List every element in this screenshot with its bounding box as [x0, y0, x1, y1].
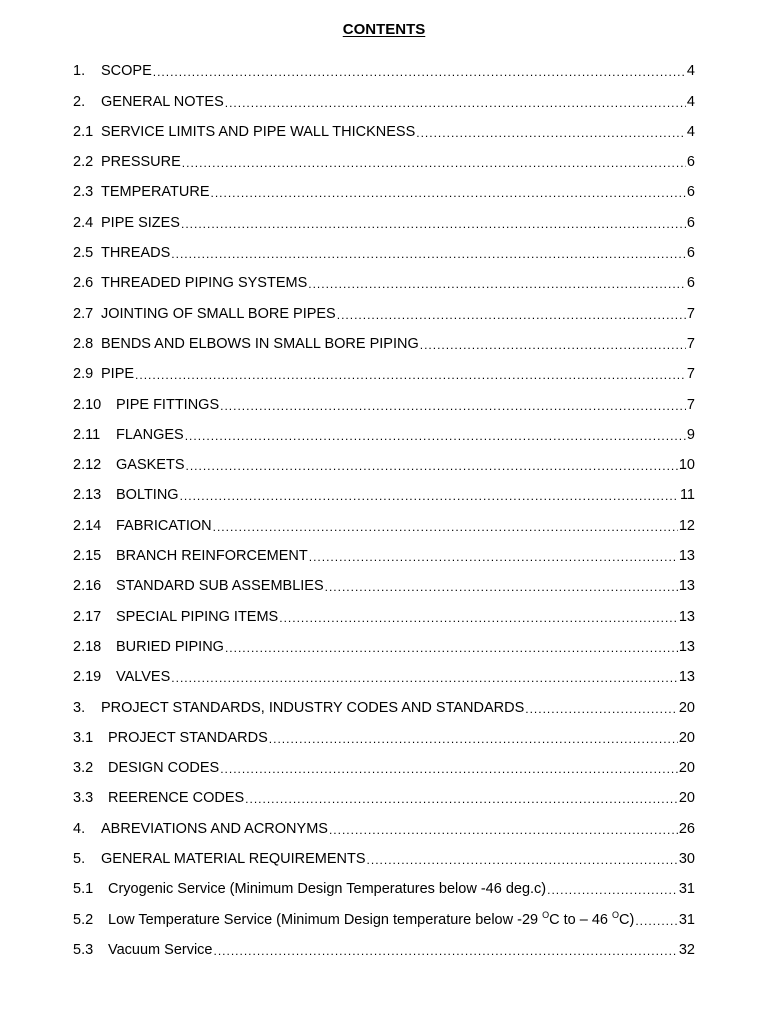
toc-entry-label: DESIGN CODES	[108, 760, 220, 777]
toc-entry-number: 2.2	[73, 154, 94, 171]
toc-entry-2-11[interactable]	[73, 420, 695, 450]
dot-leader	[171, 664, 678, 692]
toc-entry-label: THREADED PIPING SYSTEMS	[101, 275, 308, 292]
dot-leader	[416, 119, 686, 147]
superscript: O	[612, 909, 620, 920]
dot-leader	[182, 149, 686, 177]
toc-entry-label: Vacuum Service	[108, 941, 213, 958]
toc-entry-number: 2.5	[73, 245, 94, 262]
toc-entry-page: 9	[686, 426, 695, 443]
toc-entry-number: 2.1	[73, 123, 94, 140]
toc-entry-label: Cryogenic Service (Minimum Design Temperatures below -46 deg.c)	[108, 881, 547, 898]
toc-entry-label: VALVES	[116, 669, 171, 686]
dot-leader	[525, 695, 678, 723]
toc-entry-number: 2.10	[73, 396, 102, 413]
toc-entry-page: 31	[678, 911, 695, 928]
toc-entry-label: BOLTING	[116, 487, 179, 504]
toc-entry-label: PROJECT STANDARDS	[108, 729, 268, 746]
toc-entry-3-1[interactable]	[73, 723, 695, 753]
toc-entry-page: 7	[686, 366, 695, 383]
toc-entry-label: GENERAL NOTES	[101, 93, 224, 110]
toc-entry-label: PRESSURE	[101, 154, 181, 171]
toc-entry-label: TEMPERATURE	[101, 184, 210, 201]
dot-leader	[309, 543, 678, 571]
dot-leader	[214, 937, 678, 965]
toc-entry-number: 2.3	[73, 184, 94, 201]
toc-entry-number: 2.	[73, 93, 86, 110]
toc-entry-number: 2.12	[73, 457, 102, 474]
toc-entry-number: 2.6	[73, 275, 94, 292]
toc-entry-label: SCOPE	[101, 63, 152, 80]
dot-leader	[420, 331, 686, 359]
dot-leader	[186, 452, 678, 480]
toc-entry-number: 2.19	[73, 669, 102, 686]
dot-leader	[308, 270, 686, 298]
toc-entry-page: 12	[678, 517, 695, 534]
toc-entry-number: 3.1	[73, 729, 94, 746]
toc-entry-page: 13	[678, 578, 695, 595]
toc-entry-2-13[interactable]	[73, 480, 695, 510]
dot-leader	[153, 58, 686, 86]
toc-entry-2-4[interactable]	[73, 207, 695, 237]
toc-entry-number: 2.11	[73, 426, 101, 443]
toc-entry-label: SERVICE LIMITS AND PIPE WALL THICKNESS	[101, 123, 416, 140]
toc-entry-page: 20	[678, 760, 695, 777]
toc-entry-label: PIPE	[101, 366, 135, 383]
toc-entry-page: 32	[678, 941, 695, 958]
dot-leader	[135, 361, 686, 389]
toc-entry-page: 30	[678, 851, 695, 868]
toc-entry-page: 6	[686, 184, 695, 201]
toc-entry-1[interactable]	[73, 56, 695, 86]
toc-entry-5-2[interactable]	[73, 904, 695, 934]
toc-entry-number: 2.18	[73, 638, 102, 655]
dot-leader	[329, 816, 678, 844]
toc-entry-number: 2.4	[73, 214, 94, 231]
toc-entry-number: 3.3	[73, 790, 94, 807]
toc-entry-label: GASKETS	[116, 457, 185, 474]
toc-entry-2-5[interactable]	[73, 238, 695, 268]
toc-entry-number: 3.	[73, 699, 86, 716]
dot-leader	[220, 392, 686, 420]
toc-entry-label: STANDARD SUB ASSEMBLIES	[116, 578, 324, 595]
toc-entry-page: 6	[686, 275, 695, 292]
toc-entry-page: 13	[678, 608, 695, 625]
dot-leader	[635, 907, 678, 935]
toc-entry-page: 10	[678, 457, 695, 474]
dot-leader	[213, 513, 678, 541]
dot-leader	[225, 634, 678, 662]
toc-entry-page: 20	[678, 729, 695, 746]
toc-entry-page: 11	[679, 487, 695, 504]
toc-entry-page: 6	[686, 214, 695, 231]
toc-entry-number: 2.9	[73, 366, 94, 383]
toc-entry-2-12[interactable]	[73, 450, 695, 480]
toc-entry-number: 3.2	[73, 760, 94, 777]
toc-entry-label: FABRICATION	[116, 517, 212, 534]
toc-entry-2-7[interactable]	[73, 298, 695, 328]
toc-entry-5-1[interactable]	[73, 874, 695, 904]
toc-entry-3-3[interactable]	[73, 783, 695, 813]
toc-entry-label: ABREVIATIONS AND ACRONYMS	[101, 820, 328, 837]
toc-entry-number: 2.8	[73, 335, 94, 352]
toc-entry-page: 7	[686, 335, 695, 352]
toc-entry-2-6[interactable]	[73, 268, 695, 298]
dot-leader	[337, 301, 686, 329]
toc-entry-3-2[interactable]	[73, 753, 695, 783]
toc-entry-number: 2.15	[73, 548, 102, 565]
toc-entry-page: 26	[678, 820, 695, 837]
toc-entry-number: 2.13	[73, 487, 102, 504]
contents-title	[0, 19, 768, 41]
toc-entry-page: 7	[686, 396, 695, 413]
toc-entry-label: THREADS	[101, 245, 171, 262]
toc-entry-5[interactable]	[73, 844, 695, 874]
toc-entry-page: 4	[686, 123, 695, 140]
dot-leader	[171, 240, 686, 268]
dot-leader	[367, 846, 678, 874]
toc-entry-5-3[interactable]	[73, 935, 695, 965]
toc-entry-2-1[interactable]	[73, 117, 695, 147]
toc-entry-label: SPECIAL PIPING ITEMS	[116, 608, 279, 625]
toc-entry-2-3[interactable]	[73, 177, 695, 207]
toc-entry-page: 13	[678, 669, 695, 686]
toc-entry-number: 2.17	[73, 608, 102, 625]
toc-entry-number: 5.	[73, 851, 86, 868]
toc-entry-page: 4	[686, 93, 695, 110]
dot-leader	[185, 422, 686, 450]
label-part: Low Temperature Service (Minimum Design temperature below -29	[108, 911, 543, 928]
dot-leader	[325, 573, 678, 601]
toc-entry-2-18[interactable]	[73, 632, 695, 662]
toc-entry-2-2[interactable]	[73, 147, 695, 177]
toc-entry-label	[108, 905, 634, 935]
toc-entry-page: 4	[686, 63, 695, 80]
label-part: C to – 46	[549, 911, 612, 928]
toc-entry-number: 5.1	[73, 881, 94, 898]
toc-entry-label: BURIED PIPING	[116, 638, 224, 655]
toc-entry-page: 20	[678, 699, 695, 716]
toc-entry-label: FLANGES	[116, 426, 184, 443]
toc-entry-2-15[interactable]	[73, 541, 695, 571]
toc-entry-page: 13	[678, 548, 695, 565]
toc-entry-label: PIPE SIZES	[101, 214, 180, 231]
superscript: O	[542, 909, 550, 920]
toc-entry-3[interactable]	[73, 692, 695, 722]
toc-entry-number: 2.7	[73, 305, 94, 322]
toc-entry-page: 6	[686, 154, 695, 171]
dot-leader	[245, 785, 678, 813]
dot-leader	[225, 89, 686, 117]
toc-entry-2-8[interactable]	[73, 329, 695, 359]
toc-entry-page: 6	[686, 245, 695, 262]
toc-entry-number: 2.16	[73, 578, 102, 595]
toc-entry-number: 1.	[73, 63, 86, 80]
dot-leader	[279, 604, 678, 632]
toc-entry-label: REERENCE CODES	[108, 790, 245, 807]
dot-leader	[181, 210, 686, 238]
toc-entry-page: 7	[686, 305, 695, 322]
toc-entry-2-10[interactable]	[73, 389, 695, 419]
toc-entry-page: 13	[678, 638, 695, 655]
toc-entry-4[interactable]	[73, 813, 695, 843]
toc-entry-2-14[interactable]	[73, 510, 695, 540]
toc-entry-2-19[interactable]	[73, 662, 695, 692]
toc-entry-label: JOINTING OF SMALL BORE PIPES	[101, 305, 336, 322]
toc-entry-page: 31	[678, 881, 695, 898]
label-part: C)	[619, 911, 635, 928]
toc-entry-label: PIPE FITTINGS	[116, 396, 220, 413]
toc-entry-page: 20	[678, 790, 695, 807]
toc-entry-label: GENERAL MATERIAL REQUIREMENTS	[101, 851, 366, 868]
dot-leader	[220, 755, 678, 783]
dot-leader	[269, 725, 678, 753]
toc-entry-2[interactable]	[73, 86, 695, 116]
toc-entry-number: 4.	[73, 820, 86, 837]
toc-entry-label: BRANCH REINFORCEMENT	[116, 548, 308, 565]
toc-entry-2-17[interactable]	[73, 601, 695, 631]
toc-entry-number: 5.2	[73, 911, 94, 928]
dot-leader	[547, 876, 678, 904]
toc-entry-label: PROJECT STANDARDS, INDUSTRY CODES AND STANDARDS	[101, 699, 525, 716]
toc-entry-number: 2.14	[73, 517, 102, 534]
contents-title-text: CONTENTS	[342, 21, 426, 38]
table-of-contents	[73, 56, 695, 965]
toc-entry-label: BENDS AND ELBOWS IN SMALL BORE PIPING	[101, 335, 419, 352]
toc-entry-2-9[interactable]	[73, 359, 695, 389]
toc-entry-number: 5.3	[73, 941, 94, 958]
dot-leader	[180, 482, 679, 510]
dot-leader	[211, 179, 686, 207]
toc-entry-2-16[interactable]	[73, 571, 695, 601]
